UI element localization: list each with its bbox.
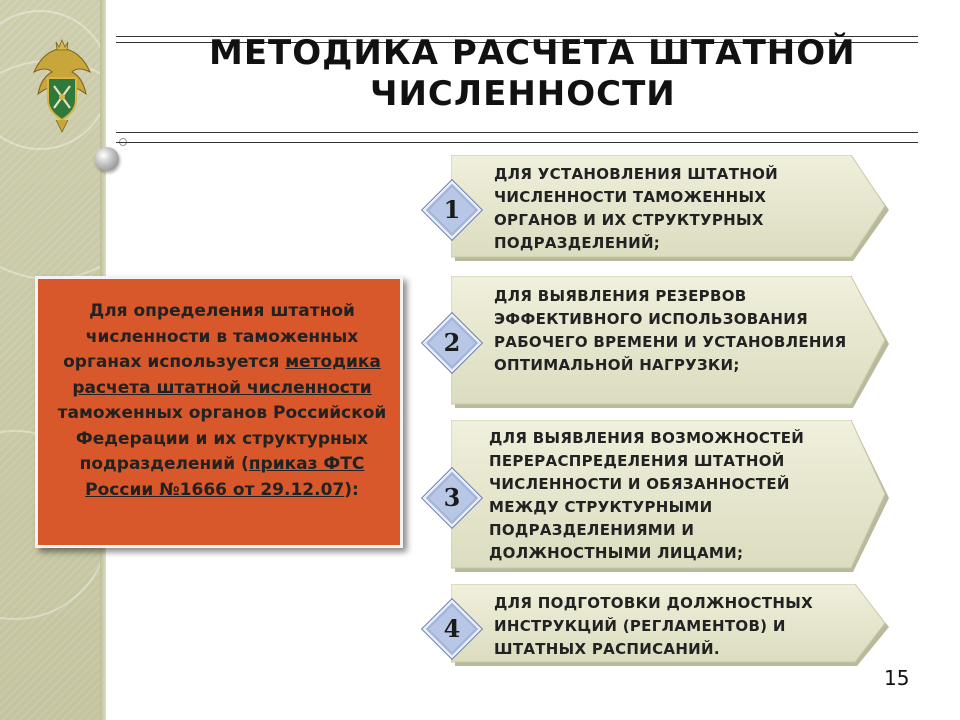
item-number-label: 4 [443, 614, 461, 643]
definition-text [56, 299, 388, 503]
customs-emblem-icon [30, 38, 94, 134]
item-number-label: 3 [443, 483, 461, 512]
purpose-item-text: ДЛЯ ПОДГОТОВКИ ДОЛЖНОСТНЫХ ИНСТРУКЦИЙ (РЕГЛАМЕНТОВ) И ШТАТНЫХ РАСПИСАНИЙ. [494, 594, 813, 658]
purpose-item-3 [451, 420, 889, 574]
page-title-line-2: ЧИСЛЕННОСТИ [370, 74, 676, 114]
order-reference-link[interactable]: приказ ФТС России №1666 от 29.12.07 [85, 454, 365, 500]
decorative-sphere [95, 147, 119, 171]
purpose-item-text: ДЛЯ ВЫЯВЛЕНИЯ РЕЗЕРВОВ ЭФФЕКТИВНОГО ИСПОЛЬЗОВАНИЯ РАБОЧЕГО ВРЕМЕНИ И УСТАНОВЛЕНИЯ ОПТИМАЛЬНОЙ НАГРУЗКИ; [494, 287, 847, 374]
item-number-3 [420, 466, 484, 530]
item-number-label: 2 [443, 328, 461, 357]
purpose-item-4 [451, 584, 889, 668]
page-number: 15 [884, 666, 910, 690]
page-title-line-1: МЕТОДИКА РАСЧЕТА ШТАТНОЙ [209, 33, 856, 73]
definition-text-end: ): [344, 479, 359, 500]
item-number-label: 1 [443, 195, 461, 224]
purpose-item-1 [451, 155, 889, 262]
methodology-link[interactable]: методика расчета штатной численности [72, 352, 381, 398]
definition-box [35, 276, 403, 548]
definition-text-middle: таможенных органов Российской Федерации и их структурных подразделений ( [57, 403, 387, 474]
purpose-item-text: ДЛЯ ВЫЯВЛЕНИЯ ВОЗМОЖНОСТЕЙ ПЕРЕРАСПРЕДЕЛЕНИЯ ШТАТНОЙ ЧИСЛЕННОСТИ И ОБЯЗАННОСТЕЙ МЕЖДУ СТРУКТУРНЫМИ ПОДРАЗДЕЛЕНИЯМИ И ДОЛЖНОСТНЫМИ ЛИЦАМИ; [489, 429, 805, 562]
item-number-4 [420, 597, 484, 661]
item-number-1 [420, 178, 484, 242]
title-rule [116, 132, 918, 133]
item-number-2 [420, 311, 484, 375]
title-rule [116, 142, 918, 143]
definition-text-intro: Для определения штатной численности в таможенных органах используется [63, 301, 359, 372]
purpose-item-text: ДЛЯ УСТАНОВЛЕНИЯ ШТАТНОЙ ЧИСЛЕННОСТИ ТАМОЖЕННЫХ ОРГАНОВ И ИХ СТРУКТУРНЫХ ПОДРАЗДЕЛЕНИЙ; [494, 165, 778, 252]
purpose-item-2 [451, 276, 889, 410]
